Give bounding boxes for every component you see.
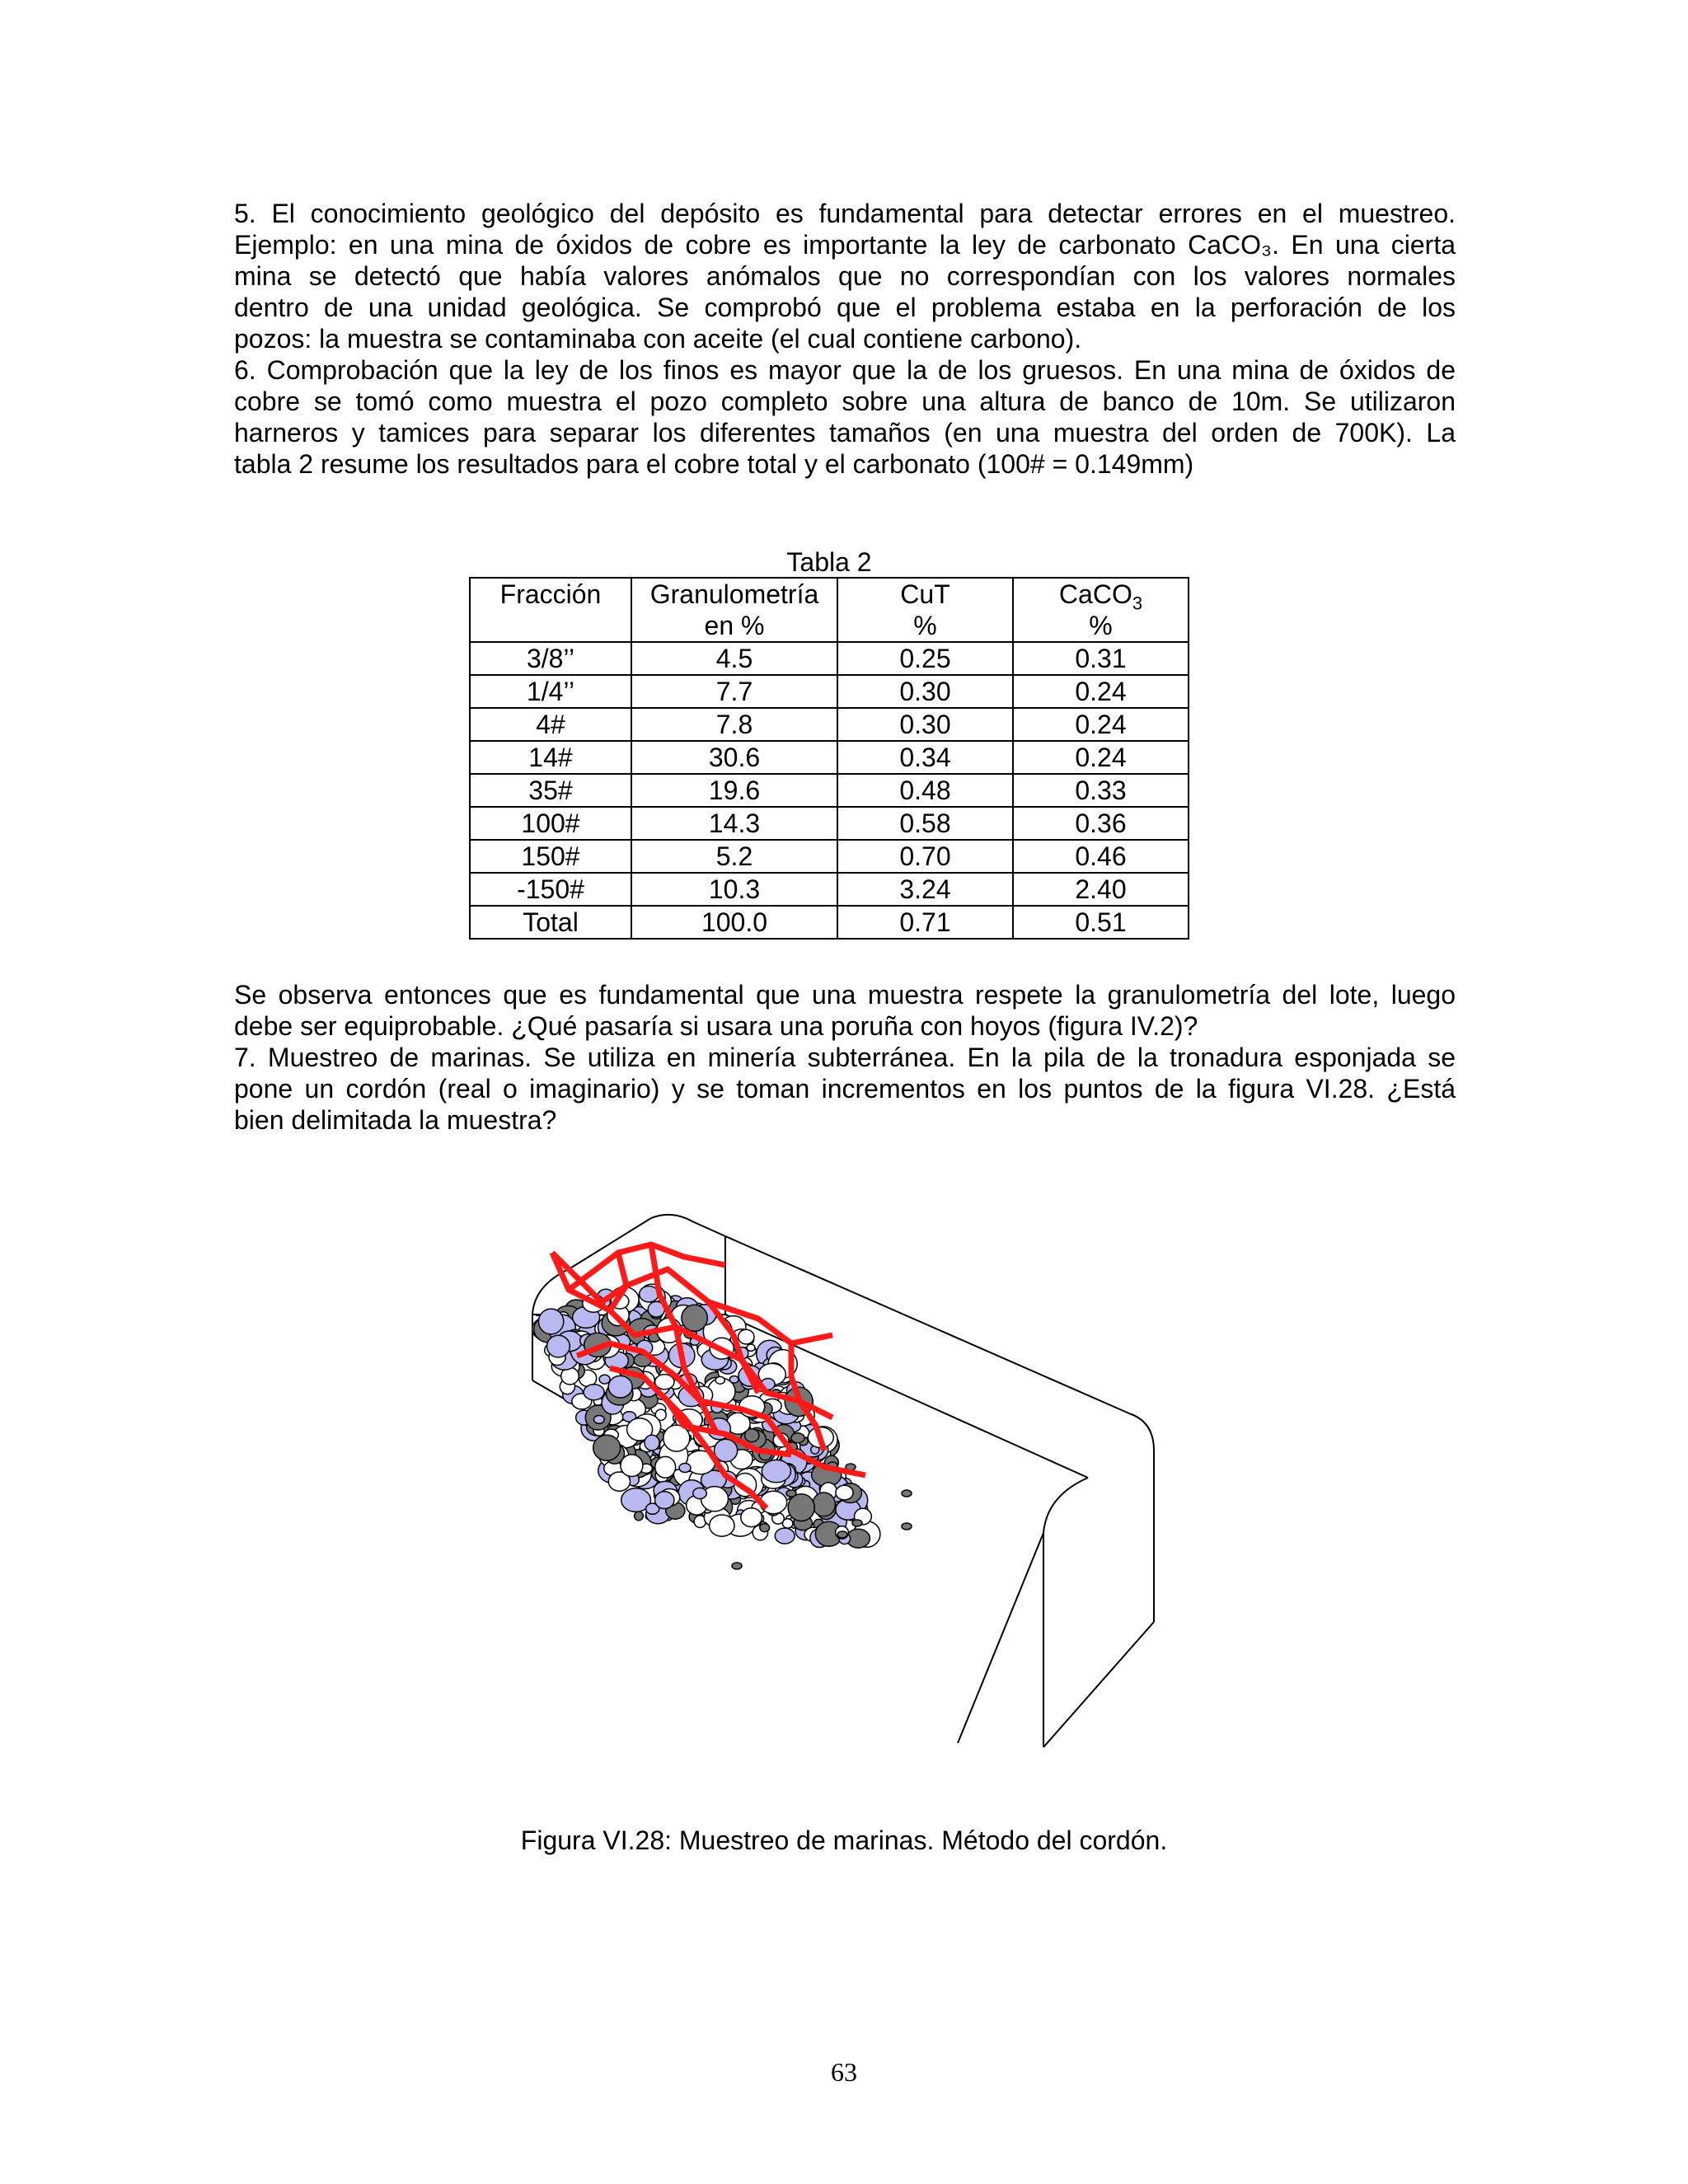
text-line: mina se detectó que había valores anómalos que no correspondían con los valores normales (234, 261, 1456, 291)
table-cell: 0.30 (837, 675, 1013, 708)
table-cell: 100# (470, 807, 631, 840)
text-line: bien delimitada la muestra? (234, 1105, 557, 1135)
rock (791, 1433, 804, 1443)
text-line: dentro de una unidad geológica. Se comprobó que el problema estaba en la perforación de los (234, 293, 1456, 322)
text-line: harneros y tamices para separar los diferentes tamaños (en una muestra del orden de 700K). La (234, 418, 1456, 448)
rock (645, 1435, 659, 1451)
text-line: cobre se tomó como muestra el pozo completo sobre una altura de banco de 10m. Se utilizaron (234, 387, 1456, 416)
table-cell: 35# (470, 774, 631, 807)
table-cell: 0.33 (1013, 774, 1189, 807)
table-cell: 0.58 (837, 807, 1013, 840)
rock (584, 1385, 604, 1400)
rock (902, 1523, 912, 1530)
text-line: Se observa entonces que es fundamental que una muestra respete la granulometría del lote, luego (234, 980, 1456, 1010)
rock (760, 1524, 770, 1532)
table-cell: 7.7 (631, 675, 837, 708)
header-fraccion: Fracción (470, 578, 631, 642)
rock (762, 1460, 790, 1482)
table-cell: 0.51 (1013, 906, 1189, 939)
header-granulometria: Granulometría en % (631, 578, 837, 642)
paragraph-1 (234, 198, 1456, 480)
table-cell: 0.34 (837, 741, 1013, 774)
table-cell: 0.71 (837, 906, 1013, 939)
rock (741, 1508, 762, 1527)
rock (547, 1335, 570, 1357)
rock (745, 1429, 759, 1442)
rock (635, 1511, 644, 1521)
table-cell: 150# (470, 840, 631, 873)
rock (608, 1376, 632, 1398)
table-header-row (470, 578, 1189, 642)
table-cell: 0.24 (1013, 741, 1189, 774)
table-cell: 2.40 (1013, 873, 1189, 906)
header-cut: CuT % (837, 578, 1013, 642)
rock (902, 1490, 912, 1497)
table-cell: 0.31 (1013, 642, 1189, 675)
rock (538, 1309, 563, 1334)
text-line: 6. Comprobación que la ley de los finos es mayor que la de los gruesos. En una mina de óxidos de (234, 355, 1456, 385)
text-line: 5. El conocimiento geológico del depósito es fundamental para detectar errores en el muestreo. (234, 199, 1456, 228)
rock (732, 1563, 742, 1569)
rock (788, 1494, 814, 1521)
table-row (470, 741, 1189, 774)
rock (693, 1488, 707, 1498)
rock (715, 1439, 738, 1461)
table-cell: 0.36 (1013, 807, 1189, 840)
paragraph-2 (234, 979, 1456, 1136)
table-cell: 0.46 (1013, 840, 1189, 873)
table-cell: 3/8’’ (470, 642, 631, 675)
rock (682, 1305, 707, 1331)
table-cell: 14.3 (631, 807, 837, 840)
rock (852, 1520, 862, 1526)
table-cell: 0.24 (1013, 708, 1189, 741)
table-row (470, 675, 1189, 708)
rock (837, 1531, 847, 1538)
table-cell: 30.6 (631, 741, 837, 774)
table-cell: 0.24 (1013, 675, 1189, 708)
table-row (470, 642, 1189, 675)
rock (786, 1490, 796, 1497)
table-cell: 1/4’’ (470, 675, 631, 708)
text-line: 7. Muestreo de marinas. Se utiliza en minería subterránea. En la pila de la tronadura esponjada se (234, 1043, 1456, 1072)
rock (729, 1376, 738, 1384)
page-number: 63 (831, 2057, 857, 2087)
rock-fragments (532, 1284, 912, 1569)
rock (655, 1375, 674, 1390)
text-line: tabla 2 resume los resultados para el cobre total y el carbonato (100# = 0.149mm) (234, 449, 1194, 479)
table-row (470, 873, 1189, 906)
table-row (470, 840, 1189, 873)
table-row (470, 708, 1189, 741)
table-cell: 0.30 (837, 708, 1013, 741)
rock (599, 1375, 610, 1384)
rock (655, 1492, 674, 1509)
rock (593, 1435, 621, 1460)
text-line: pozos: la muestra se contaminaba con aceite (el cual contiene carbono). (234, 324, 1082, 354)
table-cell: -150# (470, 873, 631, 906)
rock (655, 1456, 676, 1478)
figure-caption: Figura VI.28: Muestreo de marinas. Método del cordón. (520, 1825, 1168, 1855)
rock (715, 1376, 724, 1384)
rock (738, 1329, 754, 1344)
rock (593, 1416, 604, 1424)
table-caption: Tabla 2 (786, 547, 872, 577)
table-cell: 100.0 (631, 906, 837, 939)
text-line: debe ser equiprobable. ¿Qué pasaría si usara una poruña con hoyos (figura IV.2)? (234, 1011, 1198, 1041)
table-cell: 5.2 (631, 840, 837, 873)
table-cell: 19.6 (631, 774, 837, 807)
table-row (470, 807, 1189, 840)
text-line: pone un cordón (real o imaginario) y se toman incrementos en los puntos de la figura VI.28. ¿Está (234, 1074, 1456, 1104)
table-cell: 0.25 (837, 642, 1013, 675)
table-cell: 4# (470, 708, 631, 741)
rock (836, 1485, 853, 1500)
table-cell: 0.48 (837, 774, 1013, 807)
table-cell: 10.3 (631, 873, 837, 906)
data-table (469, 577, 1189, 940)
table-cell: 0.70 (837, 840, 1013, 873)
rock (813, 1493, 836, 1516)
table-cell: 7.8 (631, 708, 837, 741)
rock (621, 1455, 643, 1477)
rock (747, 1344, 755, 1351)
rock (679, 1464, 691, 1473)
table-cell: Total (470, 906, 631, 939)
tunnel-muck-pile-figure (519, 1203, 1162, 1755)
table-cell: 4.5 (631, 642, 837, 675)
rock (710, 1515, 734, 1536)
rock (775, 1528, 795, 1544)
table-cell: 14# (470, 741, 631, 774)
table-row (470, 774, 1189, 807)
table-row (470, 906, 1189, 939)
table-cell: 3.24 (837, 873, 1013, 906)
header-caco3: CaCO$_3$ % (1013, 578, 1189, 642)
text-line: Ejemplo: en una mina de óxidos de cobre es importante la ley de carbonato CaCO₃. En una cierta (234, 230, 1456, 260)
